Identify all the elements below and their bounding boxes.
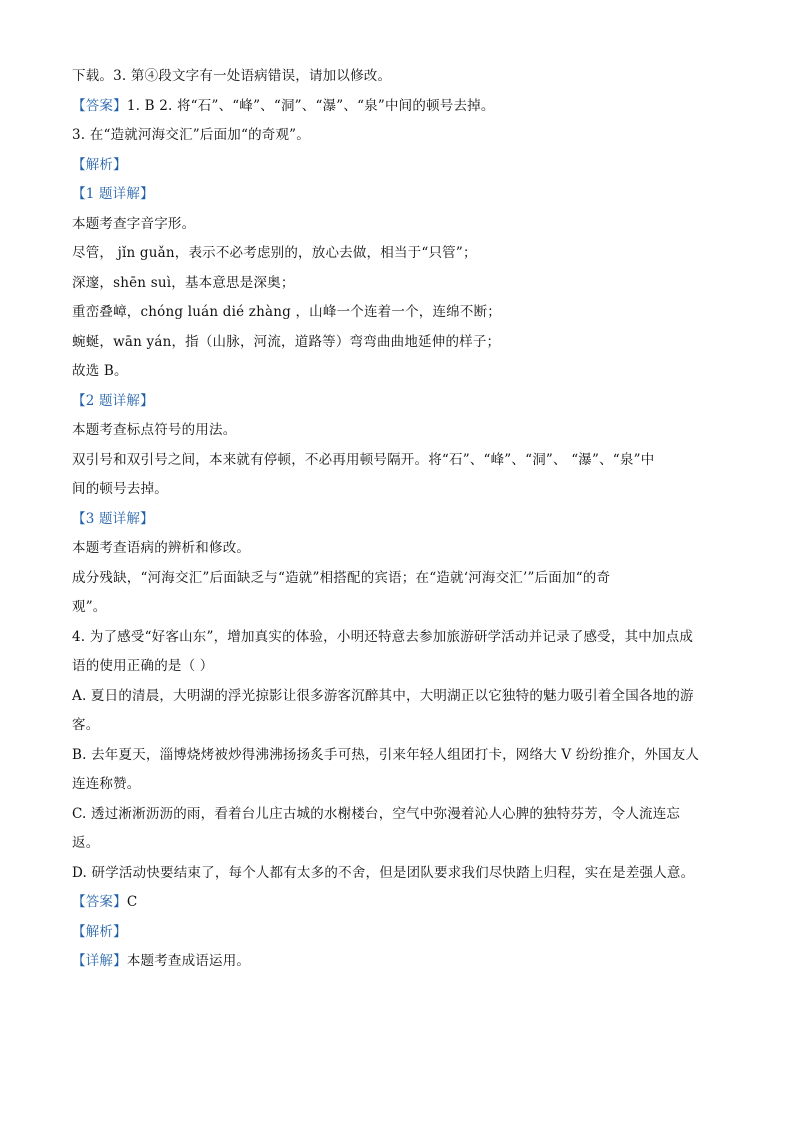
text-line bbox=[72, 892, 137, 912]
section-tag: 【答案】 bbox=[72, 97, 127, 114]
text-line: 本题考查语病的辨析和修改。 bbox=[72, 540, 251, 556]
section-tag: 【答案】 bbox=[72, 894, 127, 910]
text-line bbox=[72, 951, 250, 971]
text-line: 间的顿号去掉。 bbox=[72, 481, 168, 497]
text-line: 返。 bbox=[72, 835, 100, 851]
section-tag: 【1 题详解】 bbox=[72, 186, 154, 202]
text-line: 深邃，shēn suì，基本意思是深奥； bbox=[72, 274, 295, 291]
section-tag: 【解析】 bbox=[72, 923, 127, 940]
line-text: 1. B 2. 将“石”、“峰”、“洞”、“瀑”、“泉”中间的顿号去掉。 bbox=[126, 97, 495, 114]
text-line: D. 研学活动快要结束了，每个人都有太多的不舍，但是团队要求我们尽快踏上归程，实在是差强人意。 bbox=[72, 864, 695, 881]
text-line: 尽管， jǐn guǎn，表示不必考虑别的，放心去做，相当于“只管”； bbox=[72, 245, 477, 261]
text-line: 成分残缺，“河海交汇”后面缺乏与“造就”相搭配的宾语；在“造就‘河海交汇’”后面加“的奇 bbox=[72, 569, 611, 586]
text-line: 客。 bbox=[72, 717, 100, 733]
text-line: 语的使用正确的是（ ） bbox=[72, 658, 214, 674]
text-line: A. 夏日的清晨，大明湖的浮光掠影让很多游客沉醉其中，大明湖正以它独特的魅力吸引着全国各地的游 bbox=[72, 687, 694, 704]
section-tag: 【解析】 bbox=[72, 156, 127, 173]
text-line: 本题考查字音字形。 bbox=[72, 215, 196, 232]
text-line bbox=[72, 922, 127, 942]
text-line bbox=[72, 391, 154, 411]
text-line bbox=[72, 155, 127, 175]
text-line: 连连称赞。 bbox=[72, 776, 141, 792]
text-line: 双引号和双引号之间，本来就有停顿，不必再用顿号隔开。将“石”、“峰”、“洞”、 “瀑”、“泉”中 bbox=[72, 451, 655, 468]
text-line: 观”。 bbox=[72, 599, 107, 615]
section-tag: 【详解】 bbox=[72, 953, 127, 969]
text-line: 故选 B。 bbox=[72, 363, 128, 379]
text-line: 重峦叠嶂，chóng luán dié zhàng ，山峰一个连着一个，连绵不断； bbox=[72, 304, 501, 320]
text-line bbox=[72, 184, 154, 204]
text-line: 下载。3. 第④段文字有一处语病错误，请加以修改。 bbox=[72, 68, 392, 84]
line-text: C bbox=[126, 894, 138, 910]
line-text: 本题考查成语运用。 bbox=[126, 953, 251, 969]
text-line: B. 去年夏天，淄博烧烤被炒得沸沸扬扬炙手可热，引来年轻人组团打卡，网络大 V 纷纷推介，外国友人 bbox=[72, 746, 700, 763]
section-tag: 【3 题详解】 bbox=[72, 510, 154, 527]
text-line: 3. 在“造就河海交汇”后面加“的奇观”。 bbox=[72, 127, 310, 143]
text-line: 蜿蜒，wān yán，指（山脉，河流，道路等）弯弯曲曲地延伸的样子； bbox=[72, 333, 501, 350]
text-line: 4. 为了感受“好客山东”，增加真实的体验，小明还特意去参加旅游研学活动并记录了感受，其中加点成 bbox=[72, 628, 694, 645]
text-line bbox=[72, 96, 495, 116]
text-line bbox=[72, 509, 154, 529]
text-line: 本题考查标点符号的用法。 bbox=[72, 422, 237, 438]
section-tag: 【2 题详解】 bbox=[72, 392, 154, 409]
text-line: C. 透过淅淅沥沥的雨，看着台儿庄古城的水榭楼台，空气中弥漫着沁人心脾的独特芬芳，令人流连忘 bbox=[72, 805, 681, 822]
